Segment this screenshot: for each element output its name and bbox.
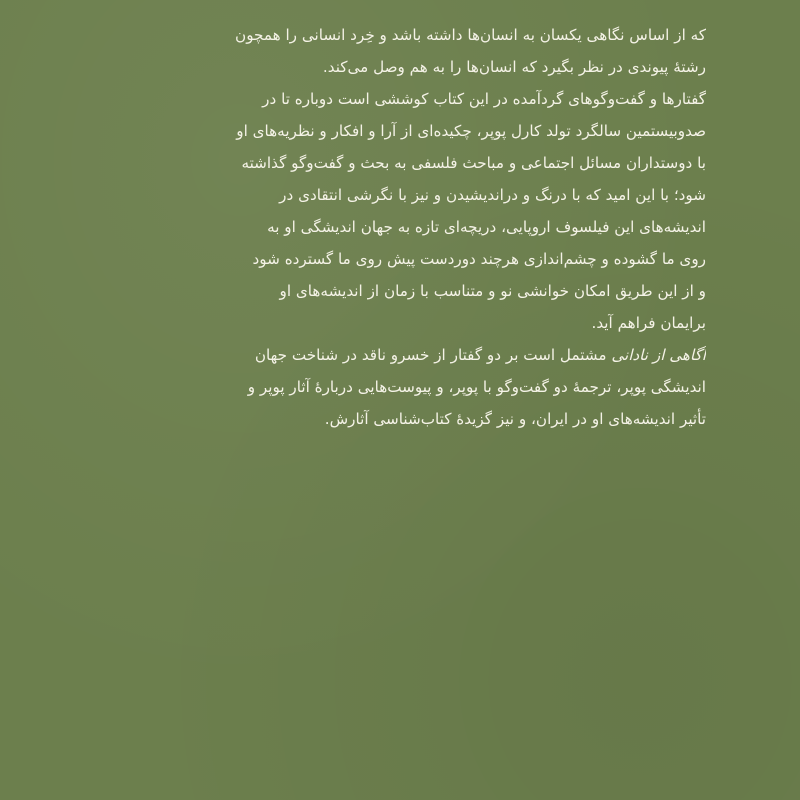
text-line: تأثیر اندیشه‌های او در ایران، و نیز گزیدهٔ کتاب‌شناسی آثارش. xyxy=(324,410,706,428)
cropped-top-line xyxy=(178,0,706,19)
text-line: اندیشگی پوپر، ترجمهٔ دو گفت‌وگو با پوپر، و پیوست‌هایی دربارهٔ آثار پوپر و xyxy=(247,378,706,396)
blurb-text xyxy=(178,0,706,435)
text-line: برایمان فراهم آید. xyxy=(591,314,706,332)
text-line: و از این طریق امکان خوانشی نو و متناسب با زمان از اندیشه‌های او xyxy=(279,282,706,300)
text-line: رشتهٔ پیوندی در نظر بگیرد که انسان‌ها را به هم وصل می‌کند. xyxy=(322,58,706,76)
text-line xyxy=(178,339,706,371)
text-line: صدوبیستمین سالگرد تولد کارل پوپر، چکیده‌ای از آرا و افکار و نظریه‌های او xyxy=(236,122,706,140)
text-line: گفتارها و گفت‌وگوهای گردآمده در این کتاب کوششی است دوباره تا در xyxy=(262,90,706,108)
text-line-rest: مشتمل است بر دو گفتار از خسرو ناقد در شناخت جهان xyxy=(254,346,612,364)
text-line: با دوستداران مسائل اجتماعی و مباحث فلسفی به بحث و گفت‌وگو گذاشته xyxy=(241,154,706,172)
text-line: روی ما گشوده و چشم‌اندازی هرچند دوردست پیش روی ما گسترده شود xyxy=(252,250,706,268)
text-line: شود؛ با این امید که با درنگ و دراندیشیدن و نیز با نگرشی انتقادی در xyxy=(279,186,706,204)
text-line: اندیشه‌های این فیلسوف اروپایی، دریچه‌ای تازه به جهان اندیشگی او به xyxy=(267,218,706,236)
text-line: که از اساس نگاهی یکسان به انسان‌ها داشته باشد و خِرد انسانی را همچون xyxy=(235,26,706,44)
book-title: آگاهی از نادانی xyxy=(611,346,706,364)
